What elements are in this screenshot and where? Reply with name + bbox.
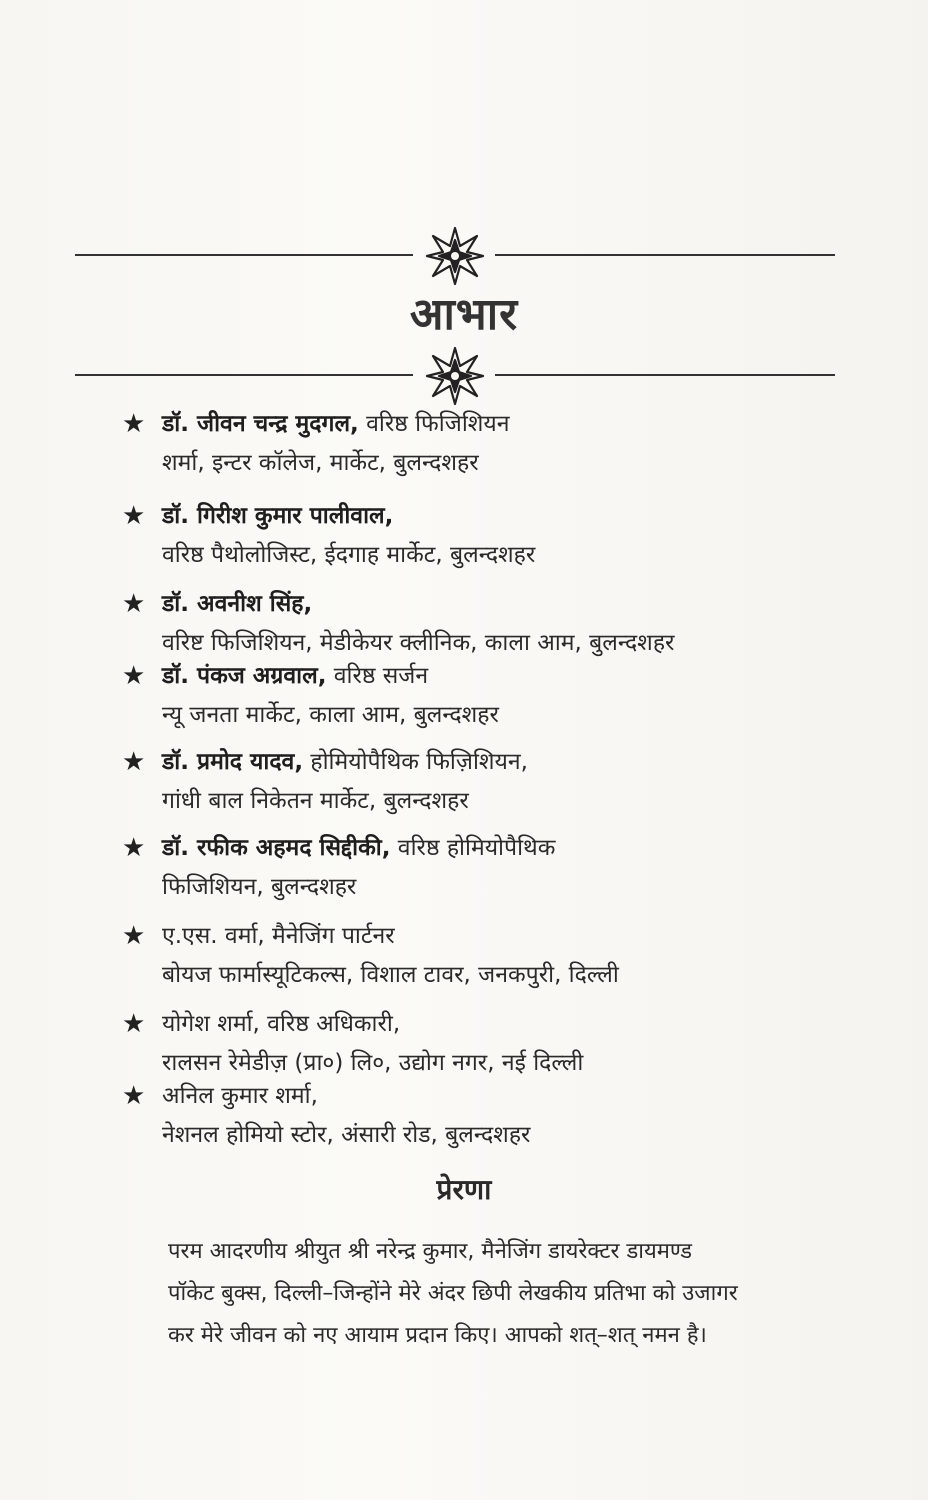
person-address: बोयज फार्मास्यूटिकल्स, विशाल टावर, जनकपुरी, दिल्ली bbox=[162, 962, 619, 988]
bullet-star-icon: ★ bbox=[122, 589, 146, 619]
paragraph-line: कर मेरे जीवन को नए आयाम प्रदान किए। आपको शत्–शत् नमन है। bbox=[168, 1323, 707, 1348]
page-title: आभार bbox=[409, 289, 519, 340]
divider-line-right bbox=[495, 254, 835, 256]
top-divider bbox=[75, 226, 835, 286]
person-address: शर्मा, इन्टर कॉलेज, मार्केट, बुलन्दशहर bbox=[162, 450, 479, 476]
person-address: न्यू जनता मार्केट, काला आम, बुलन्दशहर bbox=[162, 702, 499, 728]
person-name: डॉ. अवनीश सिंह, bbox=[162, 591, 313, 617]
person-address: फिजिशियन, बुलन्दशहर bbox=[162, 874, 357, 900]
person-address: वरिष्ठ पैथोलोजिस्ट, ईदगाह मार्केट, बुलन्दशहर bbox=[162, 542, 536, 568]
divider-line-left bbox=[75, 254, 413, 256]
person-name: डॉ. प्रमोद यादव, bbox=[162, 749, 304, 775]
bullet-star-icon: ★ bbox=[122, 501, 146, 531]
person-title: वरिष्ठ होमियोपैथिक bbox=[390, 835, 556, 861]
person-address: वरिष्ट फिजिशियन, मेडीकेयर क्लीनिक, काला आम, बुलन्दशहर bbox=[162, 630, 675, 656]
person-name: डॉ. गिरीश कुमार पालीवाल, bbox=[162, 503, 394, 529]
divider-line-left bbox=[75, 374, 413, 376]
person-title: होमियोपैथिक फिज़िशियन, bbox=[303, 749, 528, 775]
person-address: गांधी बाल निकेतन मार्केट, बुलन्दशहर bbox=[162, 788, 469, 814]
bullet-star-icon: ★ bbox=[122, 409, 146, 439]
person-name: डॉ. पंकज अग्रवाल, bbox=[162, 663, 327, 689]
paragraph-line: पॉकेट बुक्स, दिल्ली–जिन्होंने मेरे अंदर छिपी लेखकीय प्रतिभा को उजागर bbox=[168, 1281, 738, 1306]
bullet-star-icon: ★ bbox=[122, 833, 146, 863]
bullet-star-icon: ★ bbox=[122, 921, 146, 951]
person-title: ए.एस. वर्मा, मैनेजिंग पार्टनर bbox=[162, 923, 395, 949]
bullet-star-icon: ★ bbox=[122, 747, 146, 777]
paragraph-line: परम आदरणीय श्रीयुत श्री नरेन्द्र कुमार, मैनेजिंग डायरेक्टर डायमण्ड bbox=[168, 1239, 693, 1264]
bullet-star-icon: ★ bbox=[122, 661, 146, 691]
person-address: नेशनल होमियो स्टोर, अंसारी रोड, बुलन्दशहर bbox=[162, 1122, 531, 1148]
star-ornament-icon bbox=[425, 226, 485, 286]
bullet-star-icon: ★ bbox=[122, 1009, 146, 1039]
person-title: योगेश शर्मा, वरिष्ठ अधिकारी, bbox=[162, 1011, 401, 1037]
person-address: रालसन रेमेडीज़ (प्रा०) लि०, उद्योग नगर, नई दिल्ली bbox=[162, 1050, 584, 1076]
person-name: डॉ. जीवन चन्द्र मुदगल, bbox=[162, 411, 359, 437]
person-title: अनिल कुमार शर्मा, bbox=[162, 1083, 318, 1109]
person-title: वरिष्ठ सर्जन bbox=[326, 663, 429, 689]
star-ornament-icon bbox=[425, 346, 485, 406]
section-title-prerna: प्रेरणा bbox=[436, 1173, 492, 1206]
person-title: वरिष्ठ फिजिशियन bbox=[358, 411, 510, 437]
bullet-star-icon: ★ bbox=[122, 1081, 146, 1111]
person-name: डॉ. रफीक अहमद सिद्दीकी, bbox=[162, 835, 391, 861]
divider-line-right bbox=[495, 374, 835, 376]
bottom-divider bbox=[75, 346, 835, 406]
